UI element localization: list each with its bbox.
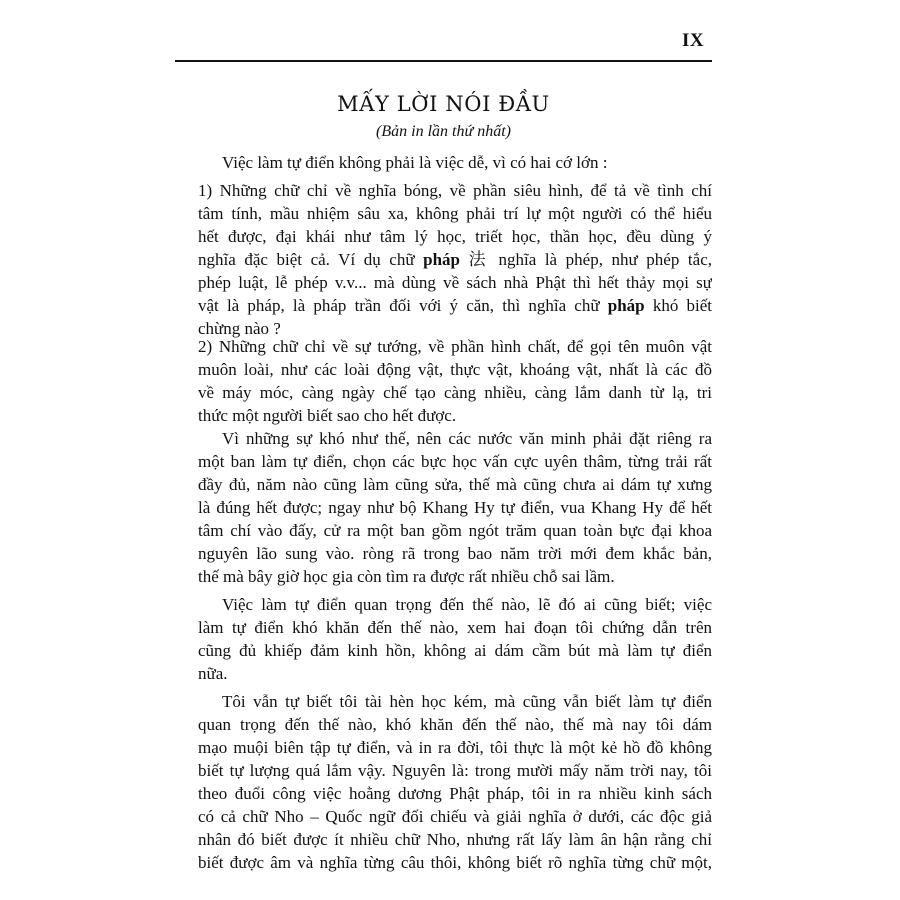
body-line: có cả chữ Nho – Quốc ngữ đối chiếu và giải nghĩa ở dưới, các độc giả: [198, 807, 712, 826]
body-line: tâm chí vào đấy, cử ra một ban gồm ngót trăm quan toàn bực đại khoa: [198, 521, 712, 540]
body-line: làm tự điển khó khăn đến thế nào, xem hai đoạn tôi chứng dẫn trên: [198, 618, 712, 637]
bold-term: pháp: [607, 296, 645, 315]
body-line: biết tự lượng quá lắm vậy. Nguyên là: trong mười mấy năm trời nay, tôi: [198, 761, 712, 780]
body-line: chừng nào ?: [198, 319, 281, 338]
body-line: nhân đó biết được ít nhiều chữ Nho, nhưng rất lấy làm ân hận rằng chỉ: [198, 830, 712, 849]
body-line: Việc làm tự điển không phải là việc dễ, vì có hai cớ lớn :: [222, 153, 608, 172]
body-line: cũng đủ khiếp đảm kinh hồn, không ai dám cầm bút mà làm tự điển: [198, 641, 712, 660]
body-line: nữa.: [198, 664, 228, 683]
body-line: Vì những sự khó như thế, nên các nước văn minh phải đặt riêng ra: [222, 429, 712, 448]
body-line: về máy móc, càng ngày chế tạo càng nhiều, càng lắm danh từ lạ, tri: [198, 383, 712, 402]
body-line: thức một người biết sao cho hết được.: [198, 406, 457, 425]
body-line: nghĩa đặc biệt cả. Ví dụ chữ pháp 法 nghĩa là phép, như phép tắc,: [198, 250, 712, 269]
body-line: là đúng hết được; ngay như bộ Khang Hy tự điển, vua Khang Hy để hết: [198, 498, 712, 517]
body-line: quan trọng đến thế nào, khó khăn đến thế nào, thế mà nay tôi dám: [198, 715, 712, 734]
bold-term: pháp: [423, 250, 461, 269]
body-line: đầy đủ, năm nào cũng làm cũng sửa, thế mà cũng chưa ai dám tự xưng: [198, 475, 712, 494]
body-line: vật là pháp, là pháp trần đối với ý căn, thì nghĩa chữ pháp khó biết: [198, 296, 712, 315]
body-line: biết được âm và nghĩa từng câu thôi, không biết rõ nghĩa từng chữ một,: [198, 853, 712, 872]
body-line: mạo muội biên tập tự điển, và in ra đời, tôi thực là một kẻ hồ đồ không: [198, 738, 712, 757]
body-line: Việc làm tự điển quan trọng đến thế nào, lẽ đó ai cũng biết; việc: [222, 595, 712, 614]
body-line: hết được, đại khái như tâm lý học, triết học, thần học, đều dùng ý: [198, 227, 712, 246]
body-line: phép luật, lễ phép v.v... mà dùng về sách nhà Phật thì hết thảy mọi sự: [198, 273, 712, 292]
body-line: tâm tính, mầu nhiệm sâu xa, không phải trí lự một người có thể hiểu: [198, 204, 712, 223]
page-title: MẤY LỜI NÓI ĐẦU: [337, 92, 550, 116]
body-line: 1) Những chữ chỉ về nghĩa bóng, về phần siêu hình, để tả về tình chí: [198, 181, 712, 200]
header-rule: [175, 60, 712, 62]
body-line: 2) Những chữ chỉ về sự tướng, về phần hình chất, để gọi tên muôn vật: [198, 337, 712, 356]
page-subtitle: (Bản in lần thứ nhất): [376, 123, 511, 140]
body-line: một ban làm tự điển, chọn các bực học vấn cực uyên thâm, từng trải rất: [198, 452, 712, 471]
page-number: IX: [682, 30, 705, 51]
body-line: thế mà bây giờ học gia còn tìm ra được rất nhiều chỗ sai lầm.: [198, 567, 615, 586]
body-line: theo đuổi công việc hoằng dương Phật pháp, tôi in ra nhiều kinh sách: [198, 784, 712, 803]
body-line: Tôi vẫn tự biết tôi tài hèn học kém, mà cũng vẫn biết làm tự điển: [222, 692, 712, 711]
body-line: muôn loài, như các loài động vật, thực vật, khoáng vật, nhất là các đồ: [198, 360, 712, 379]
body-line: nguyên lão sung vào. ròng rã trong bao năm trời mới đem khắc bản,: [198, 544, 712, 563]
